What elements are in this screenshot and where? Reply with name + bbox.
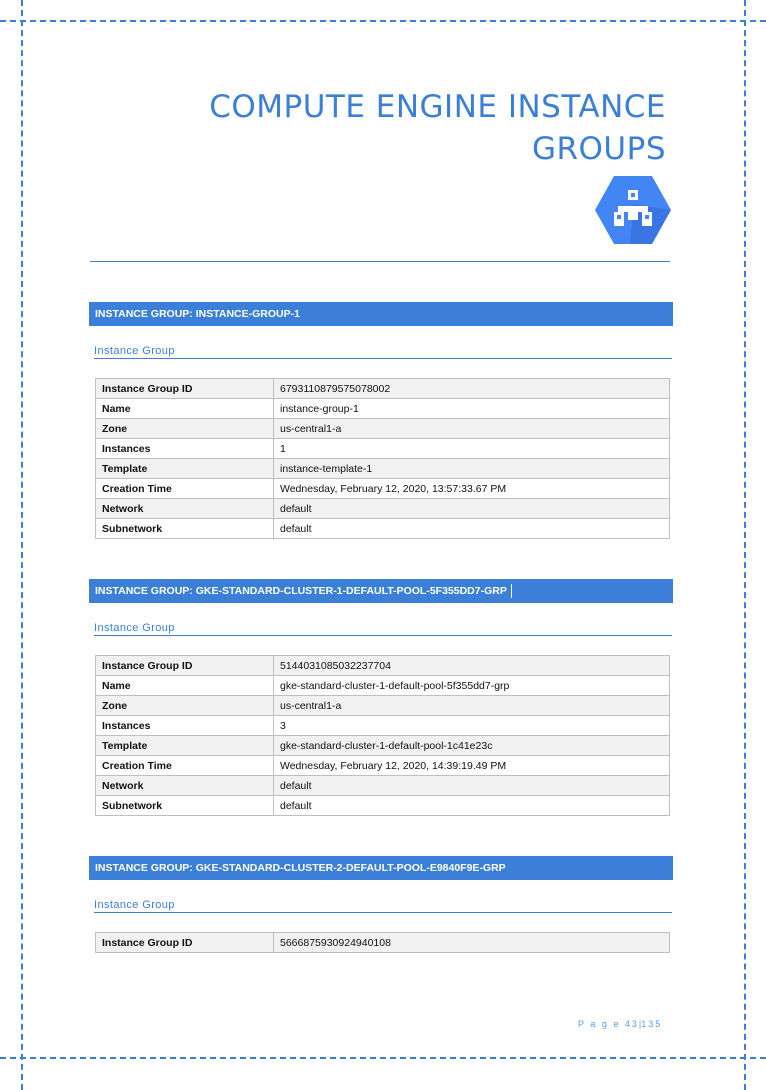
row-key: Instances — [96, 716, 274, 736]
instance-group-table-3 — [95, 932, 670, 953]
table-row — [96, 379, 670, 399]
row-value: default — [274, 776, 670, 796]
page-label: P a g e — [578, 1019, 621, 1029]
group-header-1: INSTANCE GROUP: INSTANCE-GROUP-1 — [89, 302, 673, 326]
page-title-line-2: GROUPS — [531, 131, 666, 167]
table-row — [96, 399, 670, 419]
row-value: default — [274, 796, 670, 816]
row-key: Instance Group ID — [96, 379, 274, 399]
table-row — [96, 736, 670, 756]
section-label-2: Instance Group — [94, 622, 672, 636]
table-row — [96, 676, 670, 696]
instance-groups-icon — [594, 174, 672, 246]
page-title-line-1: COMPUTE ENGINE INSTANCE — [209, 89, 666, 125]
group-header-3: INSTANCE GROUP: GKE-STANDARD-CLUSTER-2-DEFAULT-POOL-E9840F9E-GRP — [89, 856, 673, 880]
row-value: 1 — [274, 439, 670, 459]
row-value: gke-standard-cluster-1-default-pool-5f355dd7-grp — [274, 676, 670, 696]
crop-mark-left — [21, 0, 23, 1090]
row-value: Wednesday, February 12, 2020, 13:57:33.67 PM — [274, 479, 670, 499]
table-row — [96, 716, 670, 736]
row-key: Subnetwork — [96, 796, 274, 816]
row-key: Network — [96, 776, 274, 796]
row-key: Creation Time — [96, 756, 274, 776]
row-key: Zone — [96, 419, 274, 439]
row-key: Instances — [96, 439, 274, 459]
row-value: 3 — [274, 716, 670, 736]
row-value: gke-standard-cluster-1-default-pool-1c41e23c — [274, 736, 670, 756]
row-value: default — [274, 499, 670, 519]
table-row — [96, 776, 670, 796]
text-cursor — [511, 584, 512, 598]
row-key: Instance Group ID — [96, 933, 274, 953]
instance-group-table-1 — [95, 378, 670, 539]
crop-mark-top — [0, 20, 766, 22]
group-header-2-text: INSTANCE GROUP: GKE-STANDARD-CLUSTER-1-DEFAULT-POOL-5F355DD7-GRP — [95, 585, 507, 597]
table-row — [96, 519, 670, 539]
page-title — [209, 86, 666, 170]
table-row — [96, 796, 670, 816]
page-number — [578, 1019, 662, 1029]
crop-mark-bottom — [0, 1057, 766, 1059]
table-row — [96, 439, 670, 459]
row-key: Template — [96, 459, 274, 479]
row-value: instance-template-1 — [274, 459, 670, 479]
row-value: Wednesday, February 12, 2020, 14:39:19.49 PM — [274, 756, 670, 776]
row-value: 6793110879575078002 — [274, 379, 670, 399]
row-key: Name — [96, 399, 274, 419]
table-row — [96, 933, 670, 953]
row-value: 5666875930924940108 — [274, 933, 670, 953]
row-key: Instance Group ID — [96, 656, 274, 676]
table-row — [96, 479, 670, 499]
row-value: us-central1-a — [274, 419, 670, 439]
row-key: Network — [96, 499, 274, 519]
page-current: 43 — [624, 1019, 639, 1029]
row-key: Creation Time — [96, 479, 274, 499]
page-total: 135 — [641, 1019, 663, 1029]
row-key: Name — [96, 676, 274, 696]
row-key: Subnetwork — [96, 519, 274, 539]
table-row — [96, 499, 670, 519]
instance-group-table-2 — [95, 655, 670, 816]
row-value: us-central1-a — [274, 696, 670, 716]
title-divider — [90, 261, 670, 262]
table-row — [96, 756, 670, 776]
crop-mark-right — [744, 0, 746, 1090]
table-row — [96, 419, 670, 439]
page-separator: | — [638, 1019, 642, 1029]
row-value: default — [274, 519, 670, 539]
table-row — [96, 656, 670, 676]
section-label-1: Instance Group — [94, 345, 672, 359]
row-value: instance-group-1 — [274, 399, 670, 419]
row-value: 5144031085032237704 — [274, 656, 670, 676]
group-header-2 — [89, 579, 673, 603]
row-key: Template — [96, 736, 274, 756]
table-row — [96, 696, 670, 716]
section-label-3: Instance Group — [94, 899, 672, 913]
row-key: Zone — [96, 696, 274, 716]
table-row — [96, 459, 670, 479]
